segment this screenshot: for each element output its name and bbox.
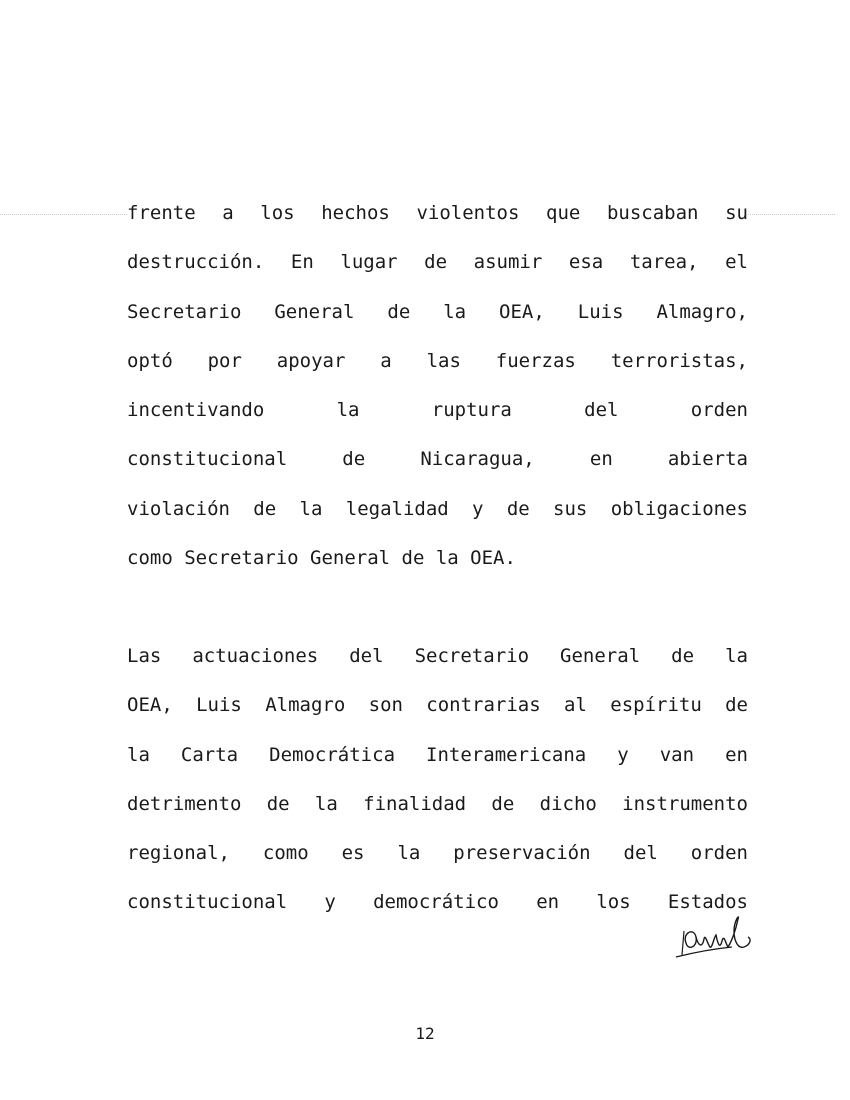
paragraph-line: violación de la legalidad y de sus obligaciones bbox=[127, 497, 748, 520]
paragraph-1 bbox=[127, 201, 748, 595]
paragraph-line: OEA, Luis Almagro son contrarias al espíritu de bbox=[127, 694, 748, 717]
paragraph-line: la Carta Democrática Interamericana y van en bbox=[127, 743, 748, 766]
paragraph-2 bbox=[127, 644, 748, 940]
handwritten-signature bbox=[672, 915, 757, 963]
paragraph-line: constitucional de Nicaragua, en abierta bbox=[127, 448, 748, 471]
paragraph-line: detrimento de la finalidad de dicho instrumento bbox=[127, 792, 748, 815]
page-number: 12 bbox=[415, 1024, 435, 1043]
paragraph-line: constitucional y democrático en los Estados bbox=[127, 891, 748, 914]
paragraph-line: destrucción. En lugar de asumir esa tarea, el bbox=[127, 251, 748, 274]
paragraph-line: incentivando la ruptura del orden bbox=[127, 399, 748, 422]
paragraph-line: como Secretario General de la OEA. bbox=[127, 547, 516, 570]
paragraph-line: Las actuaciones del Secretario General de la bbox=[127, 645, 748, 667]
paragraph-line: optó por apoyar a las fuerzas terroristas, bbox=[127, 349, 748, 372]
paragraph-line: frente a los hechos violentos que buscaban su bbox=[127, 201, 748, 250]
paragraph-line: regional, como es la preservación del orden bbox=[127, 842, 748, 865]
paragraph-line: Secretario General de la OEA, Luis Almagro, bbox=[127, 300, 748, 323]
